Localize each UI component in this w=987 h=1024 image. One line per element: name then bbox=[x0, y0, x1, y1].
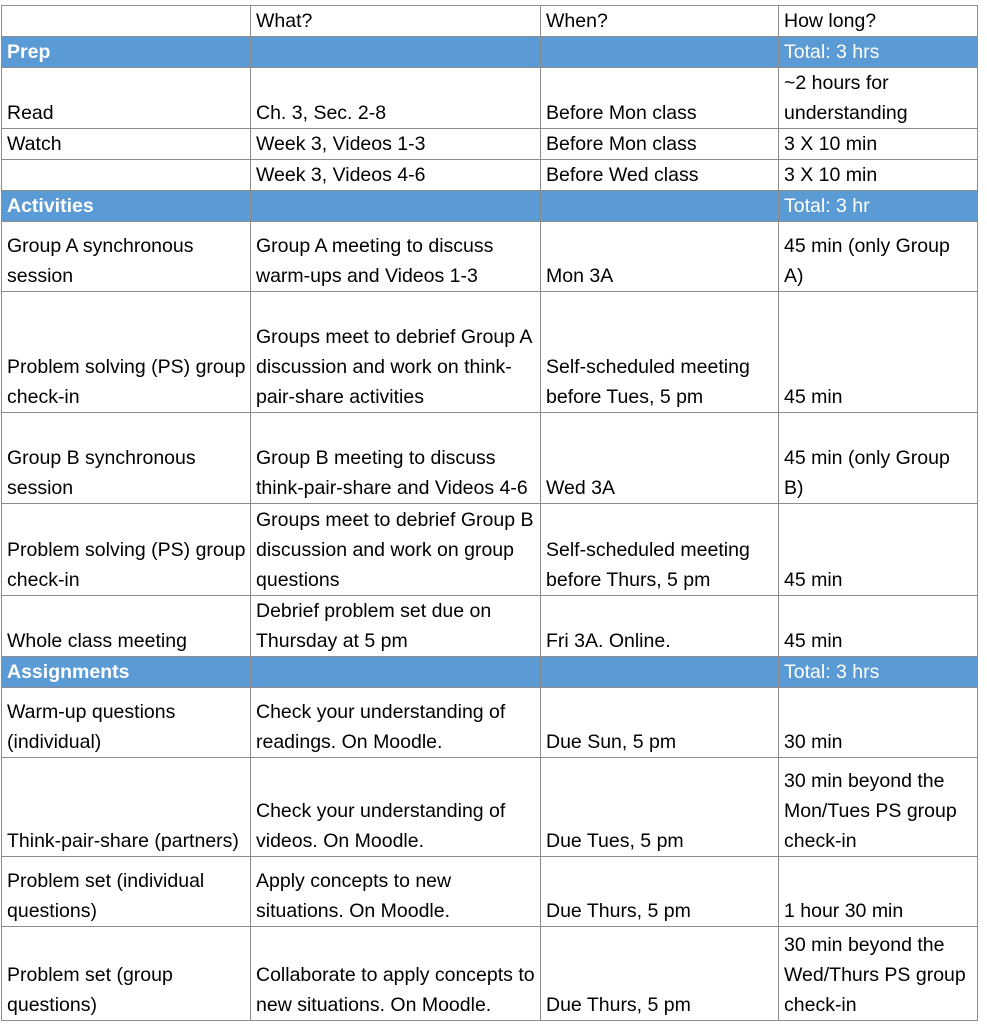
item-cell: Problem solving (PS) group check-in bbox=[2, 504, 251, 596]
how-long-cell: 45 min (only Group A) bbox=[779, 222, 978, 292]
header-cell-how-long: How long? bbox=[779, 6, 978, 37]
what-cell: Check your understanding of readings. On Moodle. bbox=[251, 688, 541, 758]
item-cell: Watch bbox=[2, 129, 251, 160]
how-long-cell: 3 X 10 min bbox=[779, 129, 978, 160]
how-long-cell: 30 min beyond the Mon/Tues PS group check-in bbox=[779, 758, 978, 857]
what-cell: Week 3, Videos 1-3 bbox=[251, 129, 541, 160]
item-cell: Group B synchronous session bbox=[2, 413, 251, 504]
table-row bbox=[2, 504, 978, 596]
section-title: Prep bbox=[2, 37, 251, 68]
header-cell-item bbox=[2, 6, 251, 37]
how-long-cell: 30 min beyond the Wed/Thurs PS group check-in bbox=[779, 927, 978, 1021]
section-empty-cell bbox=[541, 191, 779, 222]
table-row bbox=[2, 160, 978, 191]
table-row bbox=[2, 927, 978, 1021]
section-title: Activities bbox=[2, 191, 251, 222]
when-cell: Fri 3A. Online. bbox=[541, 596, 779, 657]
section-total: Total: 3 hr bbox=[779, 191, 978, 222]
when-cell: Self-scheduled meeting before Tues, 5 pm bbox=[541, 292, 779, 413]
what-cell: Ch. 3, Sec. 2-8 bbox=[251, 68, 541, 129]
section-title: Assignments bbox=[2, 657, 251, 688]
item-cell: Problem set (individual questions) bbox=[2, 857, 251, 927]
when-cell: Before Mon class bbox=[541, 129, 779, 160]
table-row bbox=[2, 857, 978, 927]
when-cell: Before Mon class bbox=[541, 68, 779, 129]
item-cell bbox=[2, 160, 251, 191]
section-empty-cell bbox=[541, 657, 779, 688]
what-cell: Check your understanding of videos. On Moodle. bbox=[251, 758, 541, 857]
when-cell: Wed 3A bbox=[541, 413, 779, 504]
what-cell: Week 3, Videos 4-6 bbox=[251, 160, 541, 191]
when-cell: Due Sun, 5 pm bbox=[541, 688, 779, 758]
schedule-sheet bbox=[1, 5, 978, 1021]
what-cell: Debrief problem set due on Thursday at 5 pm bbox=[251, 596, 541, 657]
section-row-assignments bbox=[2, 657, 978, 688]
how-long-cell: 45 min (only Group B) bbox=[779, 413, 978, 504]
when-cell: Mon 3A bbox=[541, 222, 779, 292]
section-empty-cell bbox=[251, 657, 541, 688]
how-long-cell: ~2 hours for understanding bbox=[779, 68, 978, 129]
table-row bbox=[2, 596, 978, 657]
what-cell: Group B meeting to discuss think-pair-share and Videos 4-6 bbox=[251, 413, 541, 504]
when-cell: Due Thurs, 5 pm bbox=[541, 857, 779, 927]
when-cell: Before Wed class bbox=[541, 160, 779, 191]
how-long-cell: 1 hour 30 min bbox=[779, 857, 978, 927]
table-row bbox=[2, 222, 978, 292]
header-cell-when: When? bbox=[541, 6, 779, 37]
item-cell: Problem solving (PS) group check-in bbox=[2, 292, 251, 413]
how-long-cell: 3 X 10 min bbox=[779, 160, 978, 191]
header-cell-what: What? bbox=[251, 6, 541, 37]
item-cell: Warm-up questions (individual) bbox=[2, 688, 251, 758]
how-long-cell: 45 min bbox=[779, 504, 978, 596]
when-cell: Due Tues, 5 pm bbox=[541, 758, 779, 857]
what-cell: Apply concepts to new situations. On Moodle. bbox=[251, 857, 541, 927]
section-total: Total: 3 hrs bbox=[779, 657, 978, 688]
weekly-schedule-table bbox=[1, 5, 978, 1021]
how-long-cell: 45 min bbox=[779, 292, 978, 413]
table-row bbox=[2, 688, 978, 758]
how-long-cell: 30 min bbox=[779, 688, 978, 758]
what-cell: Groups meet to debrief Group A discussion and work on think-pair-share activities bbox=[251, 292, 541, 413]
item-cell: Think-pair-share (partners) bbox=[2, 758, 251, 857]
item-cell: Read bbox=[2, 68, 251, 129]
what-cell: Groups meet to debrief Group B discussion and work on group questions bbox=[251, 504, 541, 596]
section-row-activities bbox=[2, 191, 978, 222]
section-empty-cell bbox=[541, 37, 779, 68]
table-row bbox=[2, 413, 978, 504]
when-cell: Due Thurs, 5 pm bbox=[541, 927, 779, 1021]
table-row bbox=[2, 68, 978, 129]
item-cell: Group A synchronous session bbox=[2, 222, 251, 292]
table-row bbox=[2, 758, 978, 857]
header-row bbox=[2, 6, 978, 37]
section-empty-cell bbox=[251, 37, 541, 68]
how-long-cell: 45 min bbox=[779, 596, 978, 657]
section-total: Total: 3 hrs bbox=[779, 37, 978, 68]
what-cell: Group A meeting to discuss warm-ups and Videos 1-3 bbox=[251, 222, 541, 292]
table-row bbox=[2, 129, 978, 160]
what-cell: Collaborate to apply concepts to new situations. On Moodle. bbox=[251, 927, 541, 1021]
table-row bbox=[2, 292, 978, 413]
item-cell: Problem set (group questions) bbox=[2, 927, 251, 1021]
section-row-prep bbox=[2, 37, 978, 68]
section-empty-cell bbox=[251, 191, 541, 222]
when-cell: Self-scheduled meeting before Thurs, 5 pm bbox=[541, 504, 779, 596]
item-cell: Whole class meeting bbox=[2, 596, 251, 657]
